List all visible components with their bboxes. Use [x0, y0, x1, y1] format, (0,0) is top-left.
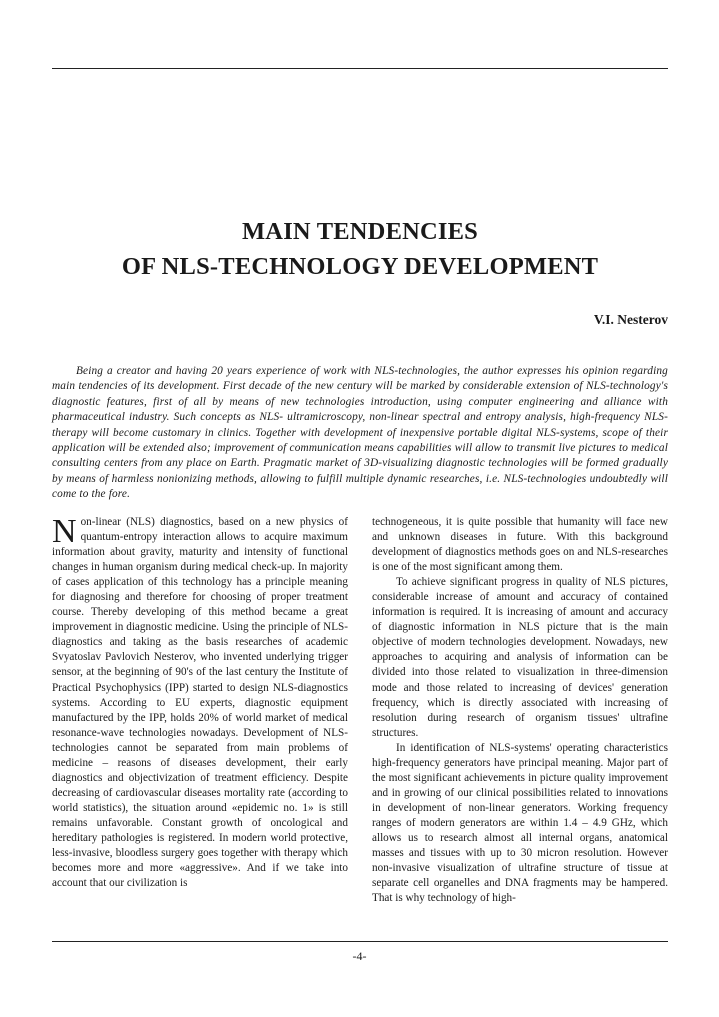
abstract: Being a creator and having 20 years experience of work with NLS-technologies, the author expresses his opinion regarding main tendencies of its development. First decade of the new century will be marked by considerable extension of NLS-technology's diagnostic features, first of all by means of new technologies introduction, using computer engineering and alliance with pharmaceutical industry. Such concepts as NLS- ultramicroscopy, non-linear spectral and entropy analysis, high-frequency NLS-therapy will become customary in clinics. Together with development of inexpensive portable digital NLS-systems, scope of their application will be extended also; improvement of communication means capabilities will allow to transmit live pictures to medical consulting centers from any place on Earth. Pragmatic market of 3D-visualizing diagnostic technologies will be formed gradually by means of harmless nonionizing methods, allowing to fulfill multiple dynamic researches, i.e. NLS-technologies undoubtedly will come to the fore.: [52, 365, 668, 501]
title-line-2: OF NLS-TECHNOLOGY DEVELOPMENT: [121, 253, 599, 280]
body-column-left: [52, 515, 348, 891]
paragraph: In identification of NLS-systems' operating characteristics high-frequency generators have principal meaning. Major part of the most significant achievements in picture quality improvement and in growing of our clinical possibilities related to innovations in development of non-linear generators. Working frequency ranges of modern generators are within 1.4 – 4.9 GHz, which allows us to research almost all internal organs, anatomical masses and tissues with up to 30 micron resolution. However non-invasive visualization of ultrafine structure of tissue at separate cell organelles and DNA fragments may be hampered. That is why technology of high-: [372, 741, 668, 905]
bottom-rule: [52, 941, 668, 942]
drop-cap: N: [52, 513, 77, 550]
body-column-right: [372, 515, 668, 906]
paragraph: To achieve significant progress in quality of NLS pictures, considerable increase of amount and accuracy of contained information is required. It is increasing of amount and accuracy of diagnostic information in NLS picture that is the main objective of modern technologies development. Nowadays, new approaches to acquiring and analysis of information can be divided into those related to visualization in three-dimension mode and those related to increasing of devices' generation frequency, which is directly associated with increasing of resolution during research of organism tissues' ultrafine structures.: [372, 576, 668, 739]
paragraph-text: on-linear (NLS) diagnostics, based on a new physics of quantum-entropy interaction allows to acquire maximum information about gravity, maturity and intensity of functional changes in human organism during medical check-up. In majority of cases application of this technology has a principle meaning for diagnosing and therefore for choosing of proper treatment course. Thereby developing of this method became a great improvement in diagnostic medicine. Using the principle of NLS-diagnostics and taking as the basis researches of academic Svyatoslav Pavlovich Nesterov, who invented underlying trigger sensor, at the beginning of 90's of the last century the Institute of Practical Psychophysics (IPP) started to design NLS-diagnostics systems. According to EU experts, diagnostic equipment manufactured by the IPP, holds 20% of world market of medical resonance-wave technologies nowadays. Development of NLS-technologies cannot be separated from main problems of medicine – reasons of diseases development, their early diagnostics and objectivization of treatment efficiency. Despite decreasing of cardiovascular diseases mortality rate (according to world statistics), the situation around «epidemic no. 1» is still remains unfavorable. Constant growth of oncological and hereditary pathologies is registered. In modern world protective, less-invasive, bloodless surgery goes together with therapy which becomes more and more «aggressive». And if we take into account that our civilization is: [52, 516, 348, 890]
article-title: [52, 214, 668, 284]
paragraph: [52, 515, 348, 891]
paragraph: technogeneous, it is quite possible that humanity will face new and unknown diseases in future. With this background development of diagnostics methods goes on and NLS-researches is one of the most significant among them.: [372, 516, 668, 574]
page-number: -4-: [352, 949, 367, 963]
top-rule: [52, 68, 668, 69]
title-line-1: MAIN TENDENCIES: [241, 218, 479, 245]
author-name: V.I. Nesterov: [593, 312, 668, 327]
